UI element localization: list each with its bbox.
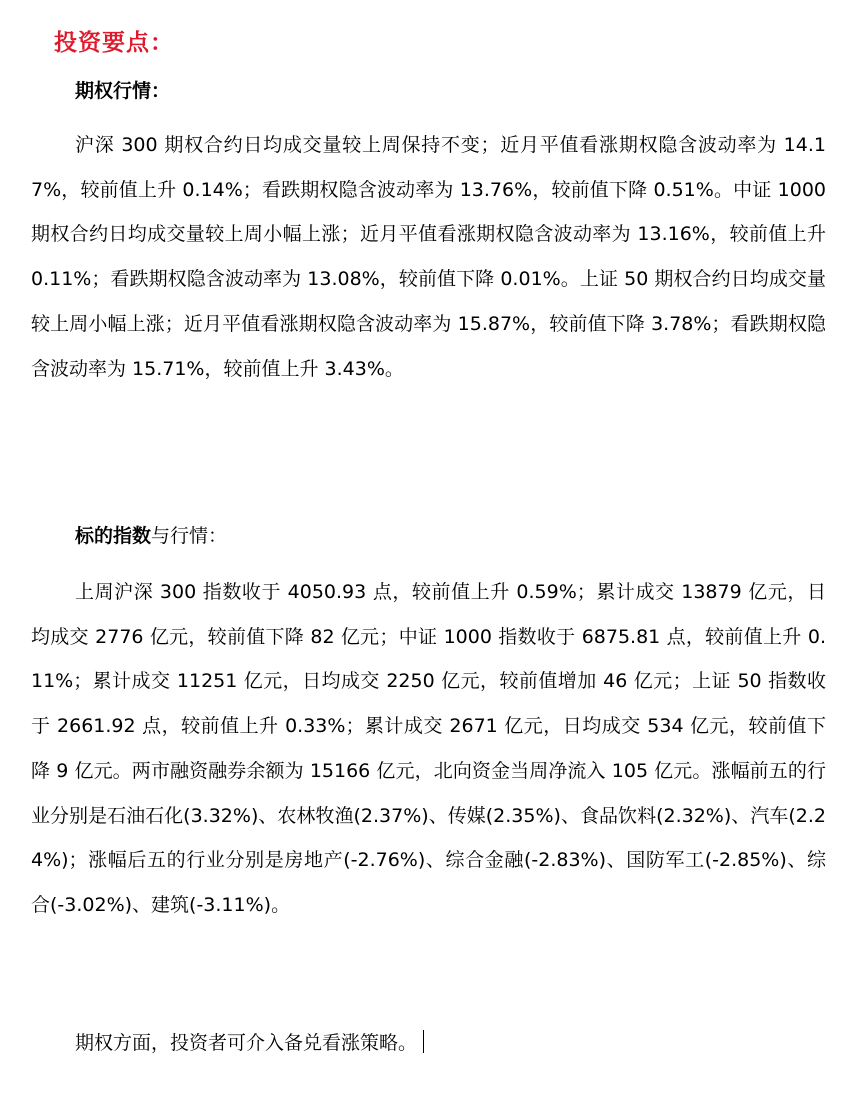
section-heading-underlying-index-bold: 标的指数 [75, 525, 152, 547]
section-heading-underlying-index [75, 521, 227, 548]
underlying-index-paragraph: 上周沪深 300 指数收于 4050.93 点，较前值上升 0.59%；累计成交 13879 亿元，日均成交 2776 亿元，较前值下降 82 亿元；中证 1000 指数收于 6875.81 点，较前值上升 0.11%；累计成交 11251 亿元，日均成交 2250 亿元，较前值增加 46 亿元；上证 50 指数收于 2661.92 点，较前值上升 0.33%；累计成交 2671 亿元，日均成交 534 亿元，较前值下降 9 亿元。两市融资融券余额为 15166 亿元，北向资金当周净流入 105 亿元。涨幅前五的行业分别是石油石化(3.32%)、农林牧渔(2.37%)、传媒(2.35%)、食品饮料(2.32%)、汽车(2.24%)；涨幅后五的行业分别是房地产(-2.76%)、综合金融(-2.83%)、国防军工(-2.85%)、综合(-3.02%)、建筑(-3.11%)。 [31, 581, 826, 916]
text-cursor [423, 1030, 424, 1053]
section-heading-underlying-index-plain: 与行情： [151, 525, 228, 547]
options-market-paragraph: 沪深 300 期权合约日均成交量较上周保持不变；近月平值看涨期权隐含波动率为 14.17%，较前值上升 0.14%；看跌期权隐含波动率为 13.76%，较前值下降 0.51%。中证 1000 期权合约日均成交量较上周小幅上涨；近月平值看涨期权隐含波动率为 13.16%，较前值上升 0.11%；看跌期权隐含波动率为 13.08%，较前值下降 0.01%。上证 50 期权合约日均成交量较上周小幅上涨；近月平值看涨期权隐含波动率为 15.87%，较前值下降 3.78%；看跌期权隐含波动率为 15.71%，较前值上升 3.43%。 [31, 134, 826, 380]
document-title: 投资要点： [54, 30, 174, 56]
conclusion-text: 期权方面，投资者可介入备兑看涨策略。 [75, 1032, 418, 1054]
section-heading-options-market: 期权行情： [75, 80, 171, 102]
conclusion-paragraph[interactable] [31, 1021, 826, 1066]
